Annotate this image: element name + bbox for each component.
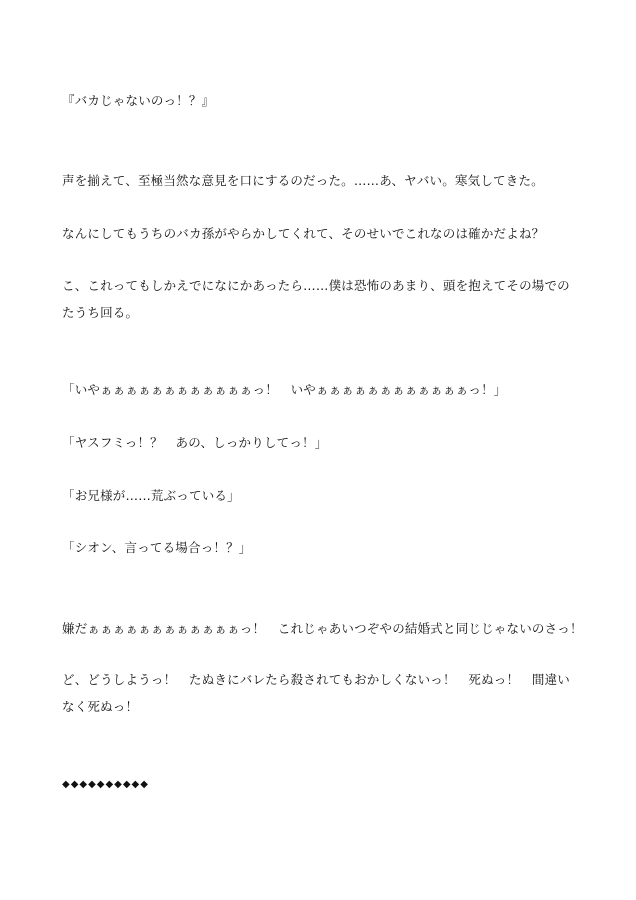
paragraph-narration-5: ど、どうしようっ！ たぬきにバレたら殺されてもおかしくないっ！ 死ぬっ！ 間違いなく死ぬっ！	[62, 672, 571, 714]
paragraph-narration-4: 嫌だぁぁぁぁぁぁぁぁぁぁぁぁっ！ これじゃあいつぞやの結婚式と同じじゃないのさっ！	[62, 621, 583, 636]
paragraph-dialogue-4: 「お兄様が……荒ぶっている」	[62, 488, 240, 503]
section-divider: ◆◆◆◆◆◆◆◆◆◆	[62, 779, 149, 790]
paragraph-narration-3: こ、これってもしかえでになにかあったら……僕は恐怖のあまり、頭を抱えてその場でのたうち回る。	[62, 278, 570, 320]
paragraph-narration-2: なんにしてもうちのバカ孫がやらかしてくれて、そのせいでこれなのは確かだよね？	[62, 226, 545, 241]
paragraph-dialogue-1: 『バカじゃないのっ！？』	[62, 93, 215, 108]
paragraph-dialogue-5: 「シオン、言ってる場合っ！？」	[62, 540, 252, 555]
paragraph-narration-1: 声を揃えて、至極当然な意見を口にするのだった。……あ、ヤバい。寒気してきた。	[62, 173, 544, 188]
paragraph-dialogue-3: 「ヤスフミっ！？ あの、しっかりしてっ！」	[62, 435, 328, 450]
paragraph-dialogue-2: 「いやぁぁぁぁぁぁぁぁぁぁぁぁっ！ いやぁぁぁぁぁぁぁぁぁぁぁぁっ！」	[62, 382, 507, 397]
